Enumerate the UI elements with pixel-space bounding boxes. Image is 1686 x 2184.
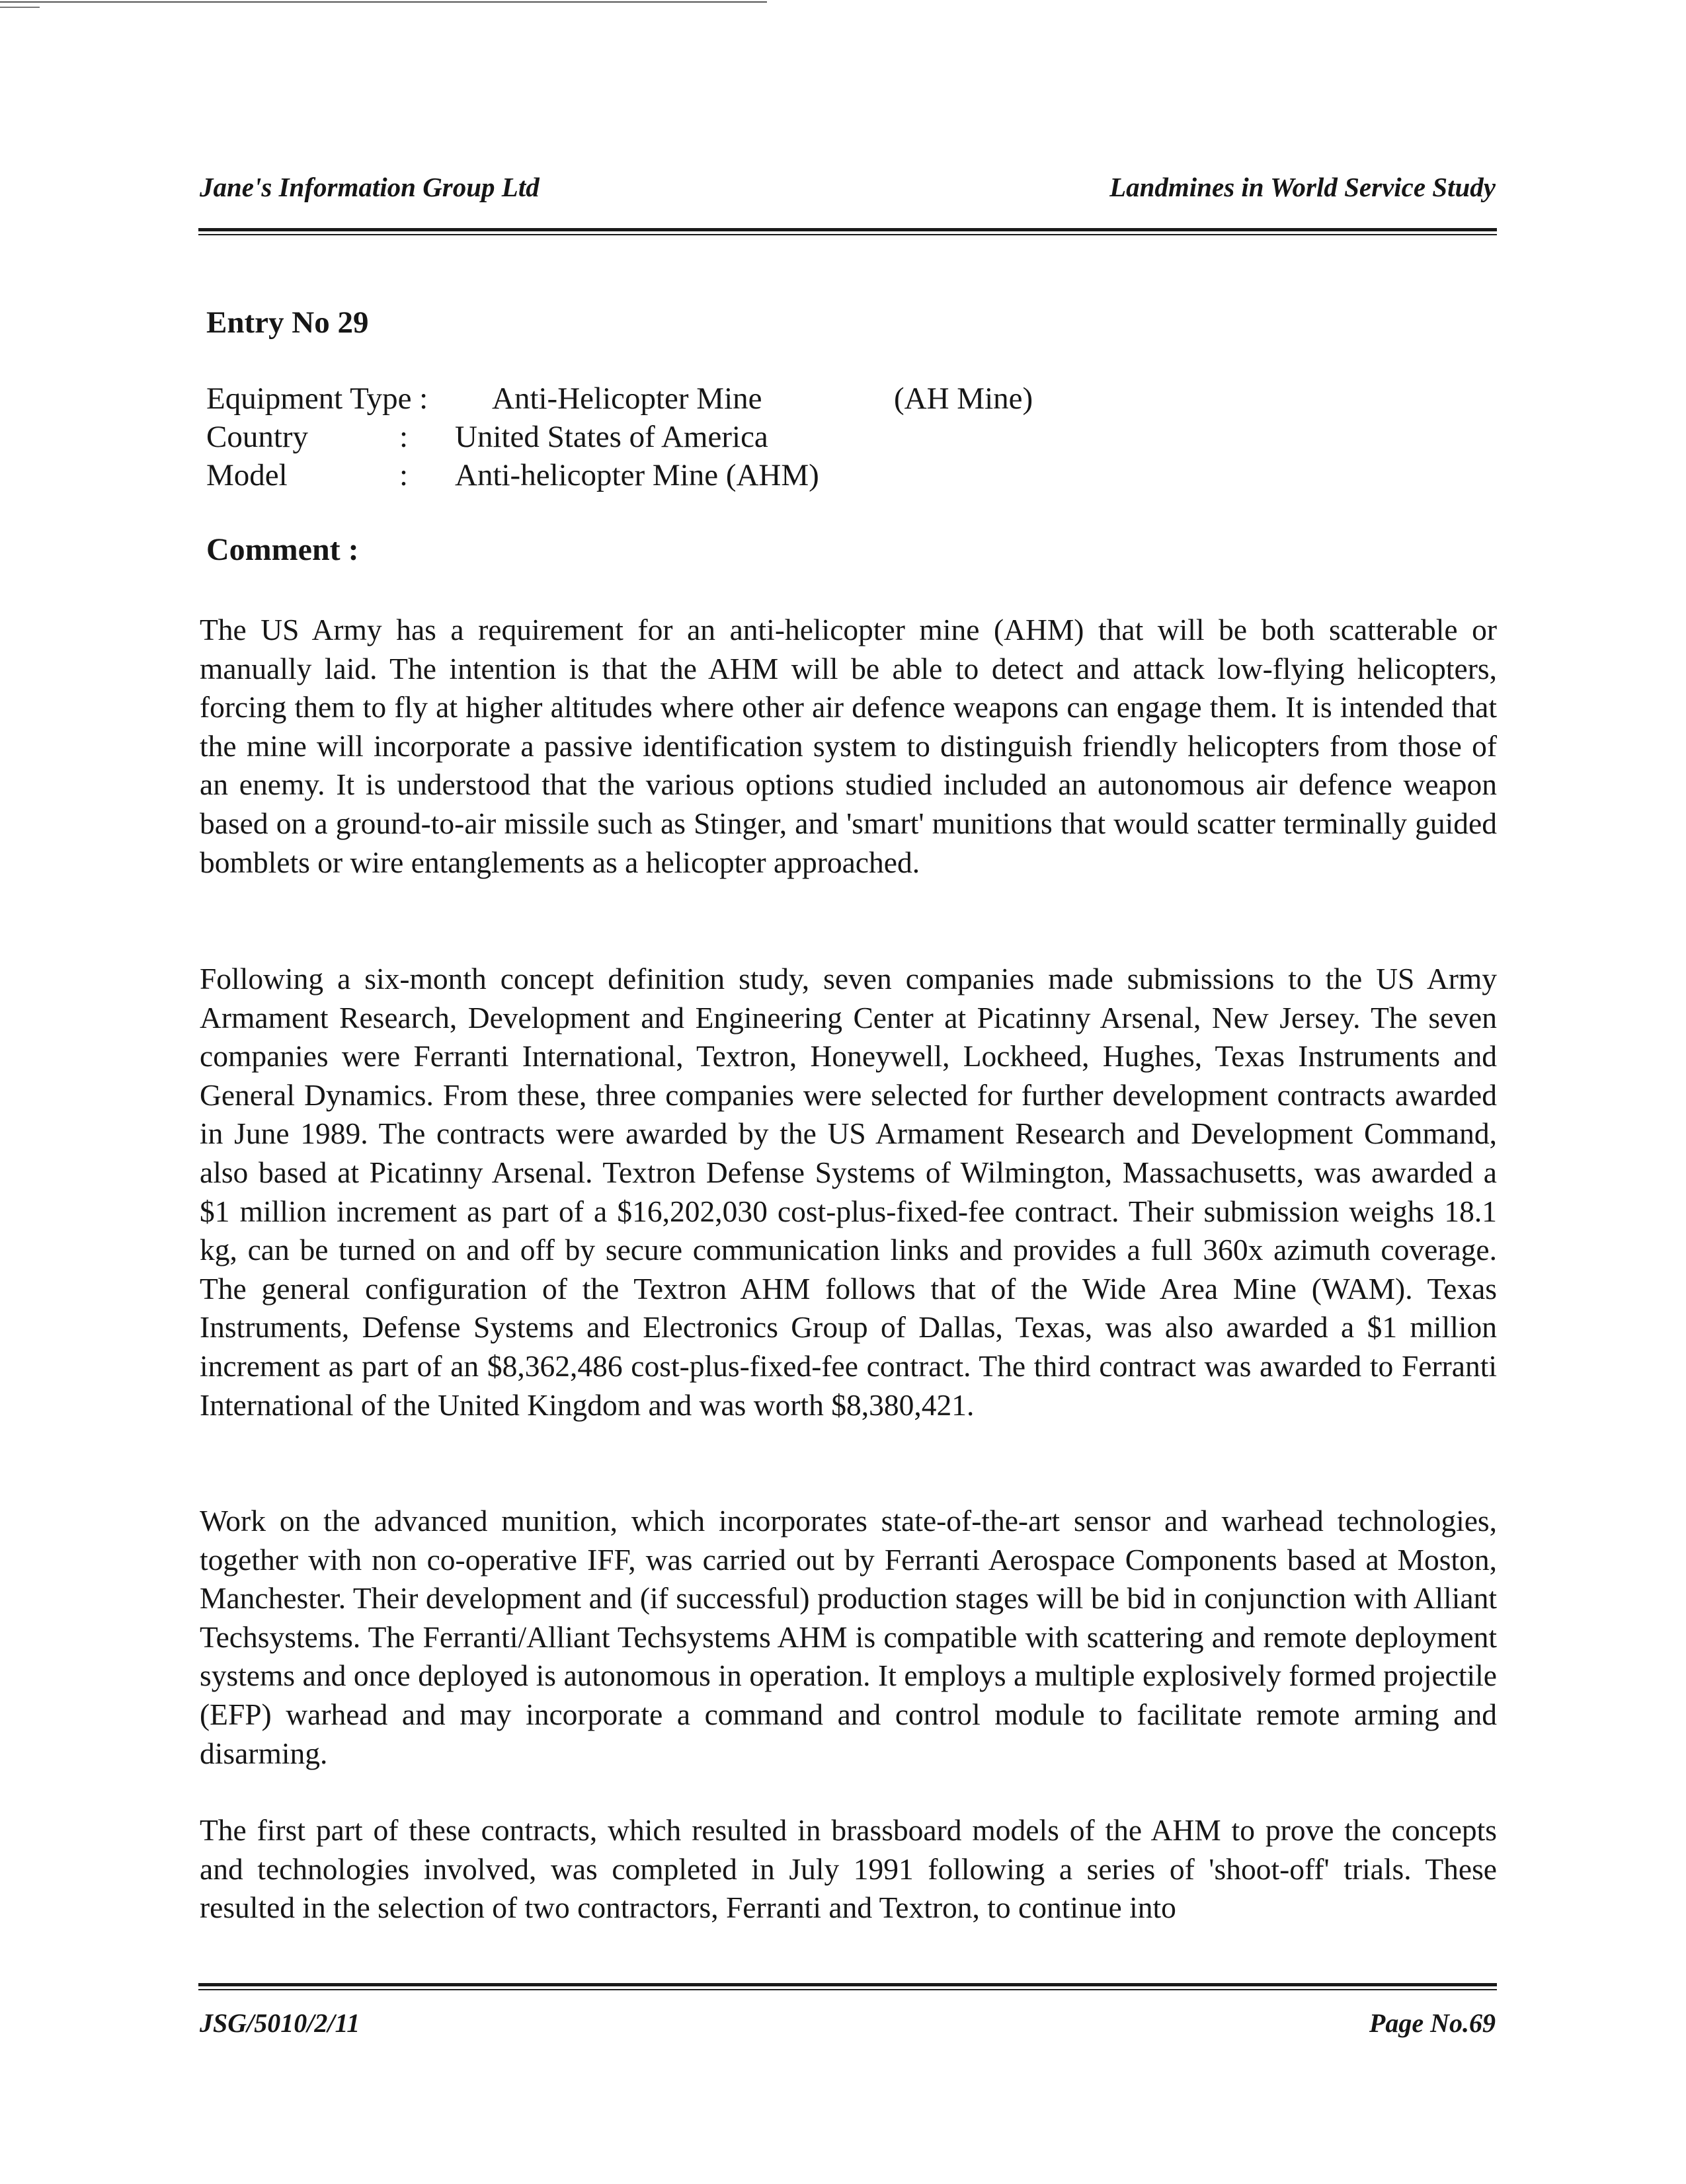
equipment-type-abbr: (AH Mine) bbox=[894, 381, 1033, 416]
country-value: United States of America bbox=[455, 420, 768, 454]
country-label: Country bbox=[206, 420, 309, 454]
model-separator: : bbox=[399, 458, 409, 492]
footer-rule-thick bbox=[198, 1983, 1497, 1986]
country-separator: : bbox=[399, 420, 409, 454]
header-rule-thick bbox=[198, 228, 1497, 231]
comment-paragraph: The US Army has a requirement for an anti-helicopter mine (AHM) that will be both scatterable or manually laid. The intention is that the AHM will be able to detect and attack low-flying helicopters, forcing them to fly at higher altitudes where other air defence weapons can engage them. It is intended that the mine will incorporate a passive identification system to distinguish friendly helicopters from those of an enemy. It is understood that the various options studied included an autonomous air defence weapon based on a ground-to-air missile such as Stinger, and 'smart' munitions that would scatter terminally guided bomblets or wire entanglements as a helicopter approached. bbox=[200, 613, 1497, 879]
entry-title: Entry No 29 bbox=[206, 305, 369, 340]
scan-artifact-line bbox=[0, 1, 767, 3]
comment-paragraph: Work on the advanced munition, which incorporates state-of-the-art sensor and warhead technologies, together with non co-operative IFF, was carried out by Ferranti Aerospace Components based at Moston, Manchester. Their development and (if successful) production stages will be bid in conjunction with Alliant Techsystems. The Ferranti/Alliant Techsystems AHM is compatible with scattering and remote deployment systems and once deployed is autonomous in operation. It employs a multiple explosively formed projectile (EFP) warhead and may incorporate a command and control module to facilitate remote arming and disarming. bbox=[200, 1504, 1497, 1770]
header-rule-thin bbox=[198, 234, 1497, 235]
header-publisher: Jane's Information Group Ltd bbox=[200, 172, 540, 202]
footer-rule-thin bbox=[198, 1989, 1497, 1990]
footer-document-code: JSG/5010/2/11 bbox=[200, 2008, 360, 2038]
footer-page-number: Page No.69 bbox=[1369, 2008, 1496, 2038]
model-value: Anti-helicopter Mine (AHM) bbox=[455, 458, 819, 492]
comment-heading: Comment : bbox=[206, 532, 359, 567]
model-label: Model bbox=[206, 458, 288, 492]
comment-paragraph: Following a six-month concept definition study, seven companies made submissions to the US Army Armament Research, Development and Engineering Center at Picatinny Arsenal, New Jersey. The seven companies were Ferranti International, Textron, Honeywell, Lockheed, Hughes, Texas Instruments and General Dynamics. From these, three companies were selected for further development contracts awarded in June 1989. The contracts were awarded by the US Armament Research and Development Command, also based at Picatinny Arsenal. Textron Defense Systems of Wilmington, Massachusetts, was awarded a $1 million increment as part of a $16,202,030 cost-plus-fixed-fee contract. Their submission weighs 18.1 kg, can be turned on and off by secure communication links and provides a full 360x azimuth coverage. The general configuration of the Textron AHM follows that of the Wide Area Mine (WAM). Texas Instruments, Defense Systems and Electronics Group of Dallas, Texas, was also awarded a $1 million increment as part of an $8,362,486 cost-plus-fixed-fee contract. The third contract was awarded to Ferranti International of the United Kingdom and was worth $8,380,421. bbox=[200, 962, 1497, 1422]
scan-artifact-line bbox=[0, 7, 40, 8]
equipment-type-label: Equipment Type : bbox=[206, 381, 428, 416]
header-study-title: Landmines in World Service Study bbox=[1109, 172, 1496, 202]
comment-paragraph: The first part of these contracts, which resulted in brassboard models of the AHM to prove the concepts and technologies involved, was completed in July 1991 following a series of 'shoot-off' trials. These resulted in the selection of two contractors, Ferranti and Textron, to continue into bbox=[200, 1813, 1497, 1925]
equipment-type-value: Anti-Helicopter Mine bbox=[492, 381, 762, 416]
